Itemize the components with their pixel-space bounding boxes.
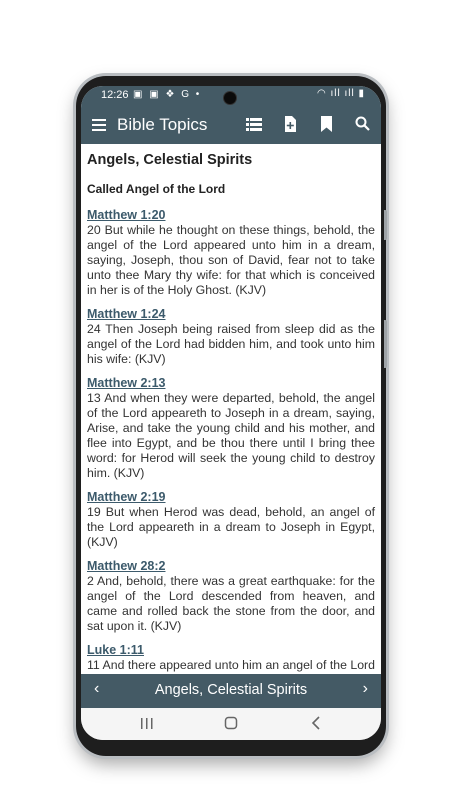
verse-text: 24 Then Joseph being raised from sleep did as the angel of the Lord had bidden him, and took unto him his wife: (KJV) <box>87 322 375 366</box>
system-navigation-bar <box>81 708 381 740</box>
topic-content[interactable] <box>81 144 381 674</box>
status-bar <box>81 86 381 106</box>
current-topic-title: Angels, Celestial Spirits <box>154 682 308 698</box>
app-bar <box>81 106 381 144</box>
add-file-icon[interactable] <box>284 116 296 132</box>
verse-reference-link[interactable]: Matthew 28:2 <box>87 559 166 573</box>
verse-text: 11 And there appeared unto him an angel of the Lord <box>87 658 375 672</box>
recent-apps-icon[interactable] <box>140 717 154 730</box>
verse-text: 20 But while he thought on these things, behold, the angel of the Lord appeared unto him in a dream, saying, Joseph, thou son of David, fear not to take unto thee Mary thy wife: for that which is conceived in her is of the Holy Ghost. (KJV) <box>87 223 375 297</box>
next-topic-button[interactable]: › <box>362 680 368 697</box>
verse-text: 2 And, behold, there was a great earthquake: for the angel of the Lord descended from heaven, and came and rolled back the stone from the door, and sat upon it. (KJV) <box>87 574 375 633</box>
topic-navigation-bar <box>81 674 381 708</box>
verse-reference-link[interactable]: Matthew 1:20 <box>87 208 166 222</box>
verse-entry <box>87 208 375 298</box>
topic-heading: Angels, Celestial Spirits <box>87 152 253 168</box>
verse-entry <box>87 559 375 634</box>
menu-icon[interactable] <box>91 118 107 132</box>
verse-list <box>87 208 375 674</box>
verse-entry <box>87 490 375 550</box>
bookmark-icon[interactable] <box>321 116 332 132</box>
verse-reference-link[interactable]: Matthew 2:13 <box>87 376 166 390</box>
verse-text: 13 And when they were departed, behold, the angel of the Lord appeareth to Joseph in a dream, saying, Arise, and take the young child and his mother, and flee into Egypt, and be thou there until I bring thee word: for Herod will seek the young child to destroy him. (KJV) <box>87 391 375 480</box>
verse-reference-link[interactable]: Matthew 2:19 <box>87 490 166 504</box>
system-icons: ◠ ıll ıll ▮ <box>316 88 365 99</box>
list-icon[interactable] <box>246 118 262 132</box>
search-icon[interactable] <box>355 116 370 131</box>
verse-reference-link[interactable]: Matthew 1:24 <box>87 307 166 321</box>
verse-reference-link[interactable]: Luke 1:11 <box>87 643 144 657</box>
verse-entry <box>87 307 375 367</box>
power-button <box>384 320 387 368</box>
back-icon[interactable] <box>311 716 321 730</box>
app-title: Bible Topics <box>117 115 208 134</box>
verse-entry <box>87 643 375 674</box>
volume-button <box>384 210 387 240</box>
front-camera <box>224 92 236 104</box>
verse-entry <box>87 376 375 481</box>
previous-topic-button[interactable]: ‹ <box>94 680 100 697</box>
status-time: 12:26 <box>101 89 129 101</box>
screen <box>81 86 381 740</box>
verse-text: 19 But when Herod was dead, behold, an angel of the Lord appeareth in a dream to Joseph in Egypt, (KJV) <box>87 505 375 549</box>
home-icon[interactable] <box>224 716 238 730</box>
notification-icons: ▣ ▣ ❖ G • <box>133 89 202 100</box>
topic-subheading: Called Angel of the Lord <box>87 182 226 196</box>
